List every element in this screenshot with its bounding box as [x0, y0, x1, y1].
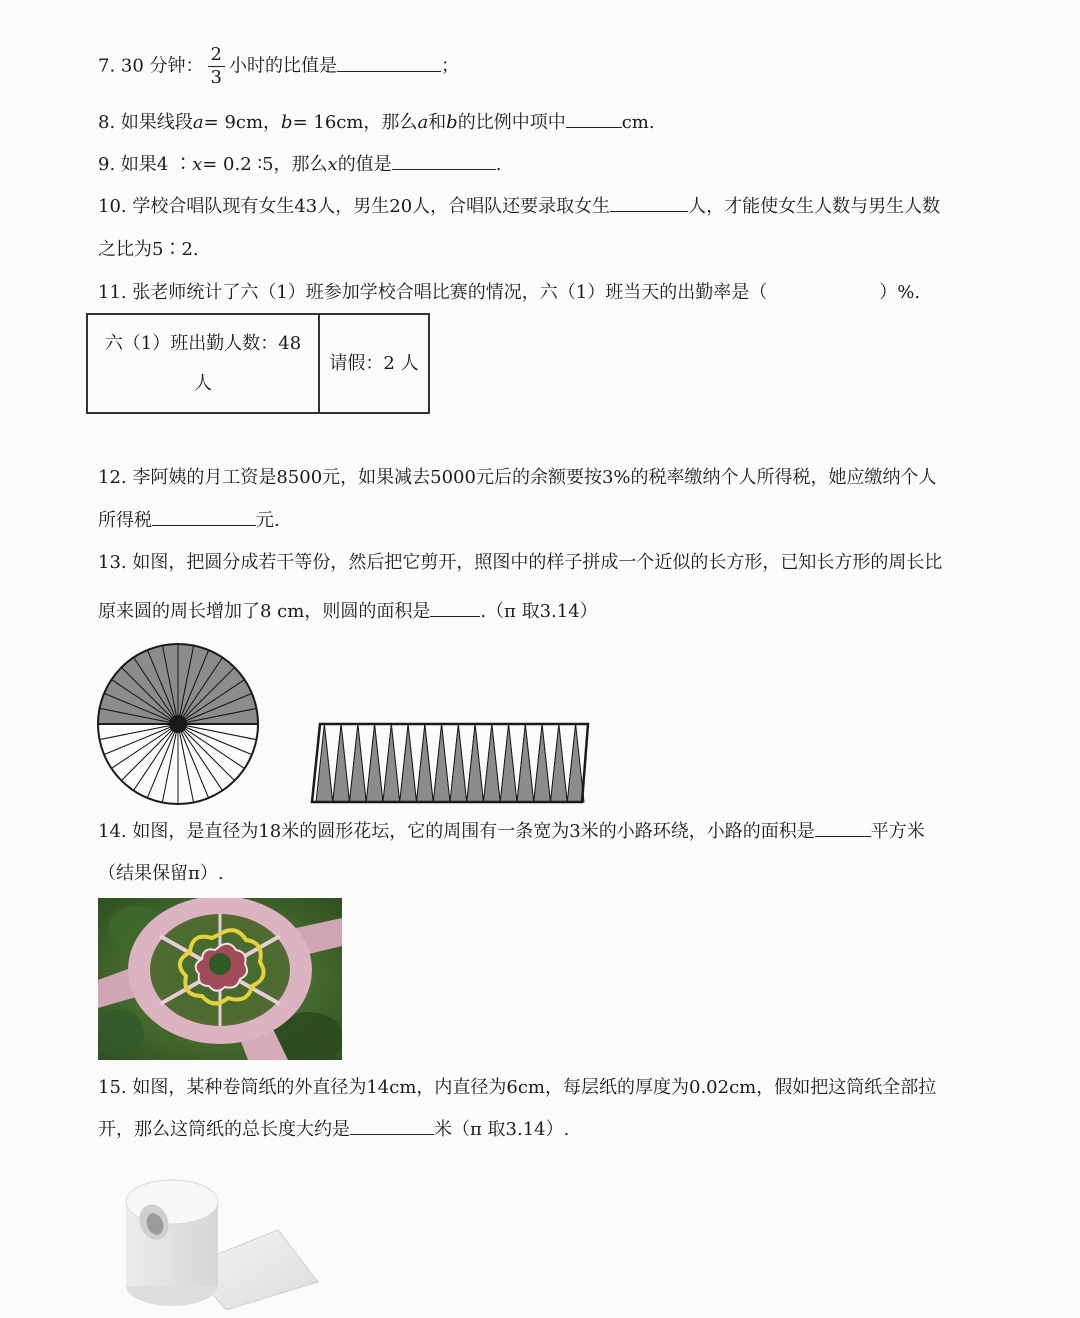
question-9	[98, 151, 501, 179]
attendance-table	[86, 313, 430, 414]
q8-text-4: 和	[428, 112, 447, 133]
attendance-count-label: 六（1）班出勤人数：48	[104, 332, 302, 354]
q7-prefix: 7. 30 分钟：	[98, 55, 204, 77]
question-15-line-2	[98, 1116, 569, 1144]
question-11	[98, 279, 920, 307]
q12-text-1: 所得税	[98, 510, 152, 531]
flower-bed-photo	[98, 898, 342, 1060]
q8-var-b2: b	[446, 112, 458, 133]
q7-end: ；	[440, 55, 459, 77]
q7-fraction	[208, 44, 225, 89]
q8-text-2: = 9cm，	[203, 112, 282, 133]
question-13-line-1: 13. 如图，把圆分成若干等份，然后把它剪开，照图中的样子拼成一个近似的长方形，已知长方形的周长比	[98, 552, 943, 573]
circle-sectors-figure	[96, 642, 260, 806]
q7-denominator: 3	[210, 67, 222, 88]
q12-text-2: 元.	[256, 510, 280, 531]
question-12-line-2	[98, 507, 280, 535]
circle-center	[169, 715, 187, 733]
q15-answer-blank[interactable]	[350, 1116, 434, 1135]
approx-rectangle-figure	[308, 720, 592, 806]
q11-end: ）%.	[879, 282, 921, 303]
q8-var-b: b	[281, 112, 293, 133]
q13-text-2: .（π 取3.14）	[480, 601, 598, 622]
q14-text-1: 14. 如图，是直径为18米的圆形花坛，它的周围有一条宽为3米的小路环绕，小路的面积是	[98, 821, 815, 842]
q8-var-a2: a	[417, 112, 429, 133]
q7-numerator: 2	[208, 44, 225, 67]
q9-text-3: 的值是	[337, 154, 392, 175]
q8-var-a: a	[192, 112, 204, 133]
q7-suffix: 小时的比值是	[228, 55, 337, 77]
question-14-line-2: （结果保留π）.	[98, 863, 224, 884]
question-10-line-2: 之比为5∶2.	[98, 239, 199, 260]
q9-var-x: x	[192, 154, 203, 175]
q12-answer-blank[interactable]	[152, 507, 256, 526]
q11-text: 11. 张老师统计了六（1）班参加学校合唱比赛的情况，六（1）班当天的出勤率是（	[98, 282, 768, 303]
question-13-line-2	[98, 598, 598, 626]
question-7	[98, 44, 459, 89]
q9-var-x2: x	[327, 154, 338, 175]
q9-text-2: = 0.2 ∶5，那么	[202, 154, 328, 175]
q14-answer-blank[interactable]	[815, 818, 871, 837]
q8-text-1: 8. 如果线段	[98, 112, 193, 133]
q9-end: .	[495, 154, 502, 175]
q8-text-3: = 16cm，那么	[292, 112, 418, 133]
q9-answer-blank[interactable]	[392, 151, 496, 170]
q8-text-5: 的比例中项中	[457, 112, 566, 133]
attendance-cell	[87, 314, 319, 413]
q8-unit: cm.	[621, 112, 655, 133]
question-8	[98, 109, 655, 137]
question-14-line-1	[98, 818, 925, 846]
q8-answer-blank[interactable]	[566, 109, 622, 128]
q7-answer-blank[interactable]	[337, 53, 441, 72]
q10-text-1: 10. 学校合唱队现有女生43人，男生20人，合唱队还要录取女生	[98, 196, 611, 217]
q10-answer-blank[interactable]	[610, 193, 688, 212]
leave-cell: 请假：2 人	[319, 314, 429, 413]
q14-text-2: 平方米	[870, 821, 925, 842]
q13-answer-blank[interactable]	[430, 598, 480, 617]
toilet-paper-roll	[118, 1170, 328, 1310]
q15-text-1: 开，那么这筒纸的总长度大约是	[98, 1119, 350, 1140]
question-10-line-1	[98, 193, 940, 221]
question-15-line-1: 15. 如图，某种卷筒纸的外直径为14cm，内直径为6cm，每层纸的厚度为0.02cm，假如把这筒纸全部拉	[98, 1077, 937, 1098]
attendance-count-unit: 人	[194, 372, 212, 394]
q13-text-1: 原来圆的周长增加了8 cm，则圆的面积是	[98, 601, 431, 622]
q15-text-2: 米（π 取3.14）.	[434, 1119, 570, 1140]
question-12-line-1: 12. 李阿姨的月工资是8500元，如果减去5000元后的余额要按3%的税率缴纳个人所得税，她应缴纳个人	[98, 467, 937, 488]
q10-text-2: 人，才能使女生人数与男生人数	[688, 196, 941, 217]
q9-text-1: 9. 如果4 ∶	[98, 154, 193, 175]
rect-wedges	[316, 724, 584, 802]
